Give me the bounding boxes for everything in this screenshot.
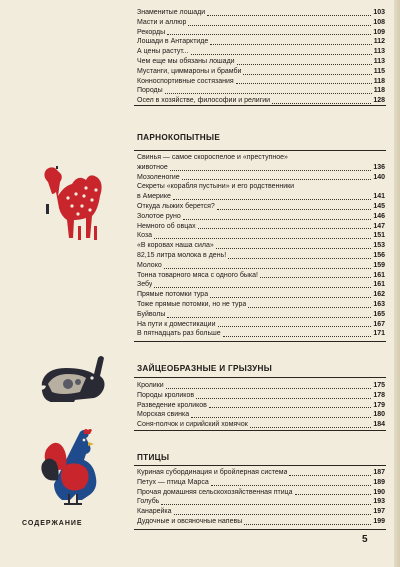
toc-page-number: 118 [373, 77, 385, 85]
leader-dots [191, 417, 371, 418]
toc-entry [137, 57, 385, 67]
leader-dots [260, 277, 371, 278]
separator [134, 465, 386, 466]
toc-page-number: 178 [373, 391, 385, 399]
toc-entry-title: Мозоленогие [137, 173, 180, 181]
toc-page-number: 161 [373, 281, 385, 289]
toc-entry-title: Тонна товарного мяса с одного быка! [137, 271, 258, 279]
leader-dots [216, 248, 372, 249]
toc-entry-title: Золотое руно [137, 212, 181, 220]
toc-entry-title: Знаменитые лошади [137, 9, 206, 16]
toc-entry-title: животное [137, 163, 168, 171]
toc-entry [137, 192, 385, 202]
toc-entry [137, 300, 385, 310]
toc-entry [137, 86, 385, 96]
separator [134, 105, 386, 106]
toc-birds [137, 468, 385, 527]
leader-dots [167, 34, 371, 35]
toc-entry-title: 82,15 литра молока в день! [137, 251, 227, 259]
leader-dots [209, 407, 371, 408]
toc-entry-title: Голубь [137, 498, 160, 506]
toc-page-number: 180 [373, 411, 385, 419]
toc-entry-title: в Америке [137, 193, 171, 201]
toc-page-number: 184 [373, 421, 385, 429]
toc-page-number: 167 [373, 320, 385, 328]
toc-entry-title: Зебу [137, 281, 153, 289]
toc-entry-title: Конноспортивные состязания [137, 77, 234, 85]
toc-page-number: 161 [373, 271, 385, 279]
toc-entry-title: Секреты «корабля пустыни» и его родственники [137, 183, 295, 191]
toc-entry [137, 222, 385, 232]
separator [134, 529, 386, 530]
toc-entry-title: Соня-полчок и сирийский хомячок [137, 421, 248, 429]
toc-entry [137, 8, 385, 18]
toc-page-number: 175 [373, 382, 385, 389]
toc-entry [137, 212, 385, 222]
leader-dots [164, 268, 372, 269]
toc-entry [137, 231, 385, 241]
toc-entry [137, 320, 385, 330]
toc-entry [137, 468, 385, 478]
leader-dots [174, 514, 372, 515]
contents-label: СОДЕРЖАНИЕ [22, 520, 83, 527]
toc-entry-title: На пути к доместикации [137, 320, 216, 328]
toc-entry-title: Коза [137, 232, 152, 240]
separator [134, 341, 386, 342]
toc-entry [137, 173, 385, 183]
toc-entry [137, 410, 385, 420]
toc-entry [137, 28, 385, 38]
leader-dots [223, 336, 372, 337]
toc-page-number: 189 [373, 478, 385, 486]
leader-dots [243, 74, 371, 75]
toc-entry-title: Буйволы [137, 310, 166, 318]
leader-dots [217, 209, 371, 210]
section-title: ЗАЙЦЕОБРАЗНЫЕ И ГРЫЗУНЫ [137, 364, 273, 373]
toc-entry-title: Морская свинка [137, 411, 190, 419]
toc-page-number: 190 [373, 488, 385, 496]
toc-entry [137, 202, 385, 212]
toc-page-number: 128 [373, 97, 385, 105]
leader-dots [170, 170, 371, 171]
leader-dots [188, 25, 371, 26]
leader-dots [236, 83, 372, 84]
leader-dots [211, 485, 372, 486]
toc-page-number: 113 [373, 57, 385, 65]
leader-dots [154, 238, 371, 239]
toc-page-number: 171 [373, 330, 385, 338]
toc-entry [137, 497, 385, 507]
toc-entry [137, 488, 385, 498]
toc-page-number: 179 [373, 401, 385, 409]
leader-dots [173, 199, 371, 200]
toc-entry-title: «В коровах наша сила» [137, 242, 214, 250]
toc-entry-title: А цены растут... [137, 48, 189, 56]
camel-illustration [38, 160, 110, 246]
toc-entry-title: Откуда лыжих берется? [137, 202, 215, 210]
rooster-illustration [40, 428, 98, 506]
section-title: ПТИЦЫ [137, 453, 170, 462]
toc-artiodactyls [137, 153, 385, 339]
toc-page-number: 103 [373, 9, 385, 16]
toc-page-number: 141 [373, 193, 385, 201]
toc-page-number: 156 [373, 251, 385, 259]
toc-entry-title: Лошади в Антарктиде [137, 38, 209, 46]
leader-dots [248, 307, 371, 308]
toc-entry [137, 241, 385, 251]
toc-entry-title: Куриная субординация и бройлерная система [137, 469, 288, 476]
leader-dots [191, 54, 372, 55]
toc-entry-title: Тоже прямые потомки, но не тура [137, 300, 247, 308]
toc-entry-title: Разведение кроликов [137, 401, 207, 409]
leader-dots [272, 103, 371, 104]
toc-entry-title: Прямые потомки тура [137, 291, 209, 299]
leader-dots [210, 44, 371, 45]
toc-page-number: 147 [373, 222, 385, 230]
leader-dots [250, 427, 372, 428]
toc-entry [137, 67, 385, 77]
leader-dots [182, 179, 372, 180]
toc-page-number: 165 [373, 310, 385, 318]
leader-dots [289, 475, 371, 476]
leader-dots [218, 326, 372, 327]
leader-dots [161, 504, 371, 505]
toc-page-number: 193 [373, 498, 385, 506]
leader-dots [244, 524, 371, 525]
toc-entry-title: Дудочные и овсяночные напевы [137, 517, 243, 525]
toc-entry [137, 37, 385, 47]
toc-entry-title: Чем еще мы обязаны лошади [137, 57, 235, 65]
toc-entry [137, 47, 385, 57]
toc-rodents [137, 381, 385, 430]
toc-page-number: 140 [373, 173, 385, 181]
toc-page-number: 153 [373, 242, 385, 250]
leader-dots [166, 388, 372, 389]
toc-page-number: 146 [373, 212, 385, 220]
toc-entry [137, 163, 385, 173]
toc-entry-title: Породы кроликов [137, 391, 195, 399]
toc-entry [137, 280, 385, 290]
toc-entry [137, 251, 385, 261]
toc-page-number: 159 [373, 261, 385, 269]
toc-page-number: 115 [373, 67, 385, 75]
toc-page-number: 118 [373, 87, 385, 95]
toc-page-number: 187 [373, 469, 385, 476]
toc-entry [137, 290, 385, 300]
leader-dots [183, 219, 372, 220]
toc-entry [137, 507, 385, 517]
toc-horses [137, 8, 385, 106]
toc-entry [137, 478, 385, 488]
separator [134, 377, 386, 378]
leader-dots [154, 287, 371, 288]
toc-page-number: 112 [373, 38, 385, 46]
toc-entry [137, 381, 385, 391]
separator [134, 150, 386, 151]
toc-entry [137, 261, 385, 271]
toc-entry [137, 391, 385, 401]
toc-entry [137, 517, 385, 527]
toc-entry-title: Петух — птица Марса [137, 478, 209, 486]
toc-page-number: 163 [373, 300, 385, 308]
leader-dots [198, 228, 372, 229]
leader-dots [295, 494, 372, 495]
toc-entry-title: Масти и аллюр [137, 18, 187, 26]
toc-entry-title: Мустанги, циммароны и брамби [137, 67, 242, 75]
toc-page-number: 113 [373, 48, 385, 56]
toc-entry-title: Свинья — самое скороспелое и «преступное» [137, 154, 288, 161]
toc-entry [137, 77, 385, 87]
leader-dots [207, 15, 371, 16]
toc-page-number: 145 [373, 202, 385, 210]
toc-entry-title: Прочая домашняя сельскохозяйственная птица [137, 488, 293, 496]
toc-entry [137, 182, 385, 192]
toc-page-number: 162 [373, 291, 385, 299]
leader-dots [196, 398, 371, 399]
toc-page-number: 136 [373, 163, 385, 171]
toc-entry [137, 18, 385, 28]
page-edge [394, 0, 400, 567]
toc-entry-title: В пятнадцать раз больше [137, 330, 221, 338]
toc-entry [137, 271, 385, 281]
toc-entry-title: Рекорды [137, 28, 166, 36]
toc-entry-title: Кролики [137, 382, 164, 389]
separator [134, 430, 386, 431]
page-number: 5 [362, 534, 368, 545]
toc-entry-title: Молоко [137, 261, 162, 269]
toc-page-number: 108 [373, 18, 385, 26]
toc-entry [137, 401, 385, 411]
leader-dots [210, 297, 371, 298]
toc-entry [137, 420, 385, 430]
toc-entry [137, 153, 385, 163]
toc-page-number: 197 [373, 508, 385, 516]
leader-dots [167, 317, 371, 318]
leader-dots [237, 64, 372, 65]
toc-page-number: 199 [373, 517, 385, 525]
toc-entry-title: Канарейка [137, 508, 172, 516]
toc-entry-title: Немного об овцах [137, 222, 196, 230]
toc-page-number: 151 [373, 232, 385, 240]
toc-entry-title: Осел в хозяйстве, философии и религии [137, 97, 271, 105]
toc-page-number: 109 [373, 28, 385, 36]
rabbit-illustration [28, 352, 108, 404]
toc-entry-title: Породы [137, 87, 163, 95]
toc-entry [137, 310, 385, 320]
leader-dots [228, 258, 371, 259]
toc-entry [137, 329, 385, 339]
leader-dots [165, 93, 372, 94]
section-title: ПАРНОКОПЫТНЫЕ [137, 133, 221, 142]
